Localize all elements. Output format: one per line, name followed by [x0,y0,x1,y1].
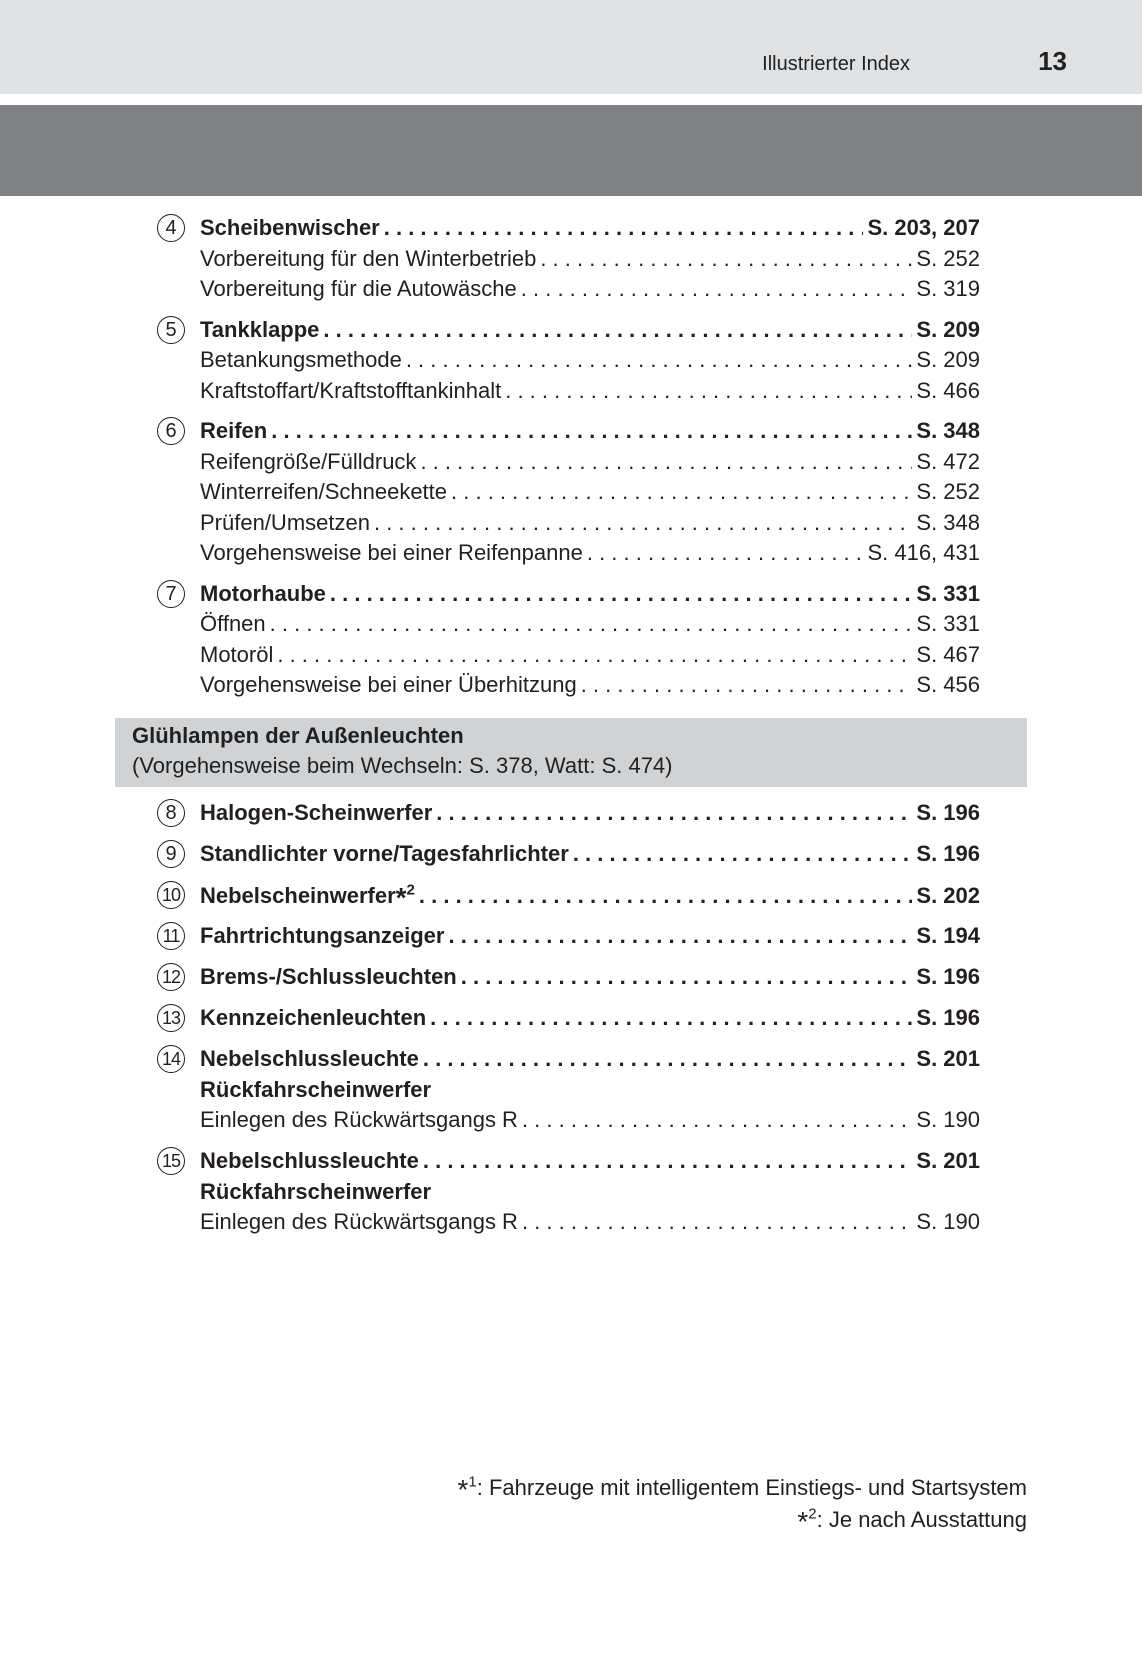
dot-leader [581,672,913,698]
dot-leader [573,841,913,867]
index-subitem [200,479,980,509]
page-reference: S. 472 [916,448,980,474]
entry-number-icon: 5 [157,316,185,344]
entry-label: Prüfen/Umsetzen [200,509,370,535]
entry-number-icon: 10 [157,881,185,909]
entry-number-icon: 7 [157,580,185,608]
index-heading [200,1148,980,1178]
entry-number-icon: 8 [157,799,185,827]
page-reference: S. 196 [916,800,980,825]
index-heading [200,923,980,953]
page-reference: S. 252 [916,245,980,271]
entry-number-icon: 11 [157,922,185,950]
entry-label: Reifen [200,418,268,443]
index-subitem [200,540,980,570]
entry-label: Rückfahrscheinwerfer [200,1178,432,1204]
entry-label: Nebelscheinwerfer*$^2$ [200,881,415,913]
page-reference: S. 209 [916,316,980,342]
entry-label: Reifengröße/Fülldruck [200,448,417,474]
asterisk-icon: * [395,882,407,913]
entry-label: Vorbereitung für den Winterbetrieb [200,245,537,271]
entry-label: Standlichter vorne/Tagesfahrlichter [200,841,569,866]
decorative-dark-band [0,105,1142,196]
entry-number-icon: 9 [157,840,185,868]
index-subitem [200,276,980,306]
index-subitem [200,672,980,702]
entry-label: Kennzeichenleuchten [200,1005,427,1030]
page-reference: S. 196 [916,964,980,989]
dot-leader [277,642,912,668]
page-reference: S. 416, 431 [867,540,980,565]
lamp-section-subtitle: (Vorgehensweise beim Wechseln: S. 378, Watt: S. 474) [132,753,673,778]
index-heading [200,1179,980,1209]
index-heading [200,581,980,611]
dot-leader [430,1005,912,1031]
entry-number-icon: 6 [157,417,185,445]
dot-leader [423,1046,913,1072]
index-heading [200,882,980,912]
lamp-section-title: Glühlampen der Außenleuchten [132,723,464,748]
entry-number-icon: 15 [157,1147,185,1175]
entry-label: Vorgehensweise bei einer Überhitzung [200,672,577,697]
page-reference: S. 467 [916,641,980,667]
dot-leader [587,540,864,566]
dot-leader [505,378,912,404]
entry-label: Nebelschlussleuchte [200,1148,419,1173]
page-reference: S. 201 [916,1046,980,1071]
index-subitem [200,1209,980,1239]
dot-leader [451,479,912,505]
index-heading [200,800,980,830]
page-reference: S. 331 [916,580,980,606]
dot-leader [521,276,913,302]
index-heading [200,215,980,245]
entry-label: Rückfahrscheinwerfer [200,1076,432,1102]
dot-leader [448,923,912,949]
index-heading [200,841,980,871]
dot-leader [270,611,913,637]
dot-leader [419,883,913,909]
dot-leader [540,246,912,272]
entry-label: Nebelschlussleuchte [200,1046,419,1071]
page-reference: S. 319 [916,276,980,301]
page-reference: S. 252 [916,479,980,504]
page-reference: S. 196 [916,841,980,866]
index-heading [200,418,980,448]
entry-label: Brems-/Schlussleuchten [200,964,457,989]
index-subitem [200,611,980,641]
dot-leader [323,317,912,343]
entry-label: Fahrtrichtungsanzeiger [200,923,445,948]
index-subitem [200,510,980,540]
page-reference: S. 201 [916,1148,980,1173]
dot-leader [271,418,912,444]
page-reference: S. 202 [916,883,980,908]
entry-label: Winterreifen/Schneekette [200,479,448,504]
entry-label: Vorbereitung für die Autowäsche [200,276,517,301]
page-reference: S. 190 [916,1209,980,1234]
dot-leader [330,581,913,607]
index-subitem [200,378,980,408]
dot-leader [461,964,913,990]
header-band [0,0,1142,94]
entry-label: Halogen-Scheinwerfer [200,800,433,825]
index-subitem [200,1107,980,1137]
footnote: *$^2$: Je nach Ausstattung [797,1505,1027,1537]
entry-label: Motoröl [200,641,274,667]
dot-leader [406,347,913,373]
index-subitem [200,449,980,479]
page-reference: S. 456 [916,672,980,697]
index-heading [200,317,980,347]
asterisk-icon: * [797,1506,809,1537]
asterisk-icon: * [457,1474,469,1505]
entry-label: Vorgehensweise bei einer Reifenpanne [200,540,583,565]
entry-label: Tankklappe [200,316,320,342]
footnote: *$^1$: Fahrzeuge mit intelligentem Einstiegs- und Startsystem [457,1473,1027,1505]
lamp-section-header [115,718,1027,787]
dot-leader [522,1107,912,1133]
dot-leader [436,800,912,826]
dot-leader [384,215,864,241]
entry-label: Öffnen [200,611,266,636]
entry-label: Einlegen des Rückwärtsgangs R [200,1209,518,1234]
index-heading [200,1005,980,1035]
index-subitem [200,642,980,672]
page-reference: S. 348 [916,509,980,535]
page-reference: S. 190 [916,1107,980,1132]
page-reference: S. 209 [916,347,980,372]
footnote-marker: 2 [406,881,415,899]
entry-label: Kraftstoffart/Kraftstofftankinhalt [200,377,502,403]
index-subitem [200,347,980,377]
page-reference: S. 194 [916,923,980,948]
page-reference: S. 331 [916,611,980,636]
entry-number-icon: 13 [157,1004,185,1032]
entry-label: Motorhaube [200,580,326,606]
entry-number-icon: 12 [157,963,185,991]
dot-leader [420,449,912,475]
page-reference: S. 196 [916,1005,980,1030]
page-number: 13 [1038,46,1067,76]
entry-number-icon: 4 [157,214,185,242]
dot-leader [522,1209,912,1235]
page-reference: S. 348 [916,418,980,443]
dot-leader [374,510,912,536]
index-subitem [200,246,980,276]
dot-leader [423,1148,913,1174]
page-reference: S. 203, 207 [867,215,980,240]
index-heading [200,1046,980,1076]
entry-number-icon: 14 [157,1045,185,1073]
entry-label: Einlegen des Rückwärtsgangs R [200,1107,518,1132]
section-title: Illustrierter Index [762,53,910,75]
index-heading [200,964,980,994]
entry-label: Scheibenwischer [200,215,380,240]
footnotes [458,1473,1028,1537]
entry-label: Betankungsmethode [200,347,402,372]
page-reference: S. 466 [916,377,980,403]
index-heading [200,1077,980,1107]
